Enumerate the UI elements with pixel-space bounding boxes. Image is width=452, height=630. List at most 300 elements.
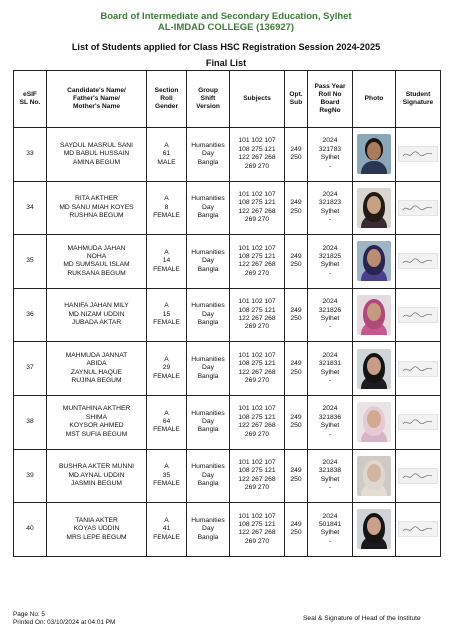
opt-line: 250 xyxy=(290,475,302,483)
table-row xyxy=(14,503,441,557)
subjects-line: 108 275 121 xyxy=(238,145,276,153)
student-photo xyxy=(357,241,391,281)
student-signature xyxy=(398,361,438,377)
subjects-line: 122 267 268 xyxy=(238,315,276,323)
group-line: Humanities xyxy=(191,409,225,417)
signature-scribble xyxy=(401,524,435,534)
subjects-line: 108 275 121 xyxy=(238,253,276,261)
subjects-cell xyxy=(230,449,285,503)
student-photo xyxy=(357,188,391,228)
subjects-line: 122 267 268 xyxy=(238,475,276,483)
subjects-line: 108 275 121 xyxy=(238,467,276,475)
section-cell xyxy=(147,342,187,396)
col-header-opt xyxy=(285,71,308,128)
pass-line: 2024 xyxy=(322,405,338,413)
pass-line: 321783 xyxy=(318,145,342,153)
group-line: Bangla xyxy=(197,212,219,220)
group-cell xyxy=(187,128,230,182)
section-line: FEMALE xyxy=(153,533,180,541)
header-label-line: Signature xyxy=(402,99,434,106)
section-line: 15 xyxy=(162,310,171,318)
subjects-cell xyxy=(230,235,285,289)
photo-cell xyxy=(353,342,396,396)
table-row xyxy=(14,342,441,396)
section-line: 29 xyxy=(162,364,171,372)
section-line: A xyxy=(164,302,169,310)
subjects-line: 108 275 121 xyxy=(238,360,276,368)
name-line: MD SANU MIAH KOYES xyxy=(59,203,134,211)
pass-cell xyxy=(308,235,353,289)
opt-line: 249 xyxy=(290,413,302,421)
name-line: MUNTAHINA AKTHER xyxy=(62,405,131,413)
names-cell xyxy=(47,181,147,235)
subjects-cell xyxy=(230,395,285,449)
header-label-line: Gender xyxy=(154,103,179,110)
board-name: Board of Intermediate and Secondary Education, Sylhet xyxy=(100,11,352,22)
subjects-line: 122 267 268 xyxy=(238,368,276,376)
group-line: Bangla xyxy=(197,265,219,273)
photo-cell xyxy=(353,449,396,503)
name-line: MD SUMSAUL ISLAM xyxy=(63,261,130,269)
photo-cell xyxy=(353,128,396,182)
name-line: RUKSANA BEGUM xyxy=(67,269,126,277)
name-line: SHIMA xyxy=(85,413,108,421)
group-line: Humanities xyxy=(191,248,225,256)
group-cell xyxy=(187,288,230,342)
pass-line: Sylhet xyxy=(320,475,340,483)
header-label-line: Shift xyxy=(200,95,216,102)
names-cell xyxy=(47,342,147,396)
subjects-line: 269 270 xyxy=(244,430,270,438)
opt-cell xyxy=(285,288,308,342)
student-signature xyxy=(398,200,438,216)
photo-cell xyxy=(353,503,396,557)
pass-line: Sylhet xyxy=(320,154,340,162)
sl-cell: 38 xyxy=(14,395,47,449)
opt-line: 249 xyxy=(290,199,302,207)
pass-line: 2024 xyxy=(322,298,338,306)
opt-line: 250 xyxy=(290,422,302,430)
name-line: KOYAS UDDIN xyxy=(73,525,120,533)
student-signature xyxy=(398,146,438,162)
group-cell xyxy=(187,449,230,503)
sl-cell: 37 xyxy=(14,342,47,396)
header-label-line: Photo xyxy=(364,95,384,102)
col-header-names xyxy=(47,71,147,128)
pass-line: 2024 xyxy=(322,244,338,252)
header-label-line: Student xyxy=(405,91,431,98)
table-body xyxy=(14,128,441,557)
pass-line: - xyxy=(328,162,332,170)
name-line: MST SUFIA BEGUM xyxy=(65,430,128,438)
section-cell xyxy=(147,288,187,342)
group-cell xyxy=(187,342,230,396)
table-row xyxy=(14,395,441,449)
pass-line: 2024 xyxy=(322,459,338,467)
pass-cell xyxy=(308,181,353,235)
header-label-line: Version xyxy=(196,103,220,110)
header-label-line: Pass Year xyxy=(314,83,346,90)
subjects-line: 122 267 268 xyxy=(238,207,276,215)
opt-line: 249 xyxy=(290,467,302,475)
sl-cell: 35 xyxy=(14,235,47,289)
pass-line: 501841 xyxy=(318,521,342,529)
table-row xyxy=(14,449,441,503)
student-signature xyxy=(398,414,438,430)
pass-line: Sylhet xyxy=(320,261,340,269)
names-cell xyxy=(47,395,147,449)
table-row xyxy=(14,128,441,182)
student-signature xyxy=(398,521,438,537)
section-line: 14 xyxy=(162,257,171,265)
photo-face xyxy=(367,464,381,482)
opt-cell xyxy=(285,395,308,449)
col-header-pass xyxy=(308,71,353,128)
subjects-line: 108 275 121 xyxy=(238,413,276,421)
signature-cell xyxy=(396,395,441,449)
subjects-line: 269 270 xyxy=(244,484,270,492)
section-line: 64 xyxy=(162,418,171,426)
header-label-line: Candidate's Name/ xyxy=(67,87,126,94)
seal-signature-label: Seal & Signature of Head of the Institute xyxy=(303,615,421,622)
name-line: RUSHNA BEGUM xyxy=(69,212,124,220)
student-photo xyxy=(357,134,391,174)
sl-cell: 36 xyxy=(14,288,47,342)
name-line: MD BABUL HUSSAIN xyxy=(63,150,130,158)
opt-cell xyxy=(285,342,308,396)
opt-line: 249 xyxy=(290,521,302,529)
signature-scribble xyxy=(401,471,435,481)
pass-line: 321823 xyxy=(318,199,342,207)
subjects-cell xyxy=(230,128,285,182)
group-line: Bangla xyxy=(197,533,219,541)
pass-line: - xyxy=(328,430,332,438)
pass-line: 321825 xyxy=(318,253,342,261)
pass-line: 321836 xyxy=(318,413,342,421)
group-line: Day xyxy=(202,471,214,479)
student-photo xyxy=(357,349,391,389)
pass-cell xyxy=(308,342,353,396)
name-line: JASMIN BEGUM xyxy=(71,480,122,488)
subjects-cell xyxy=(230,181,285,235)
opt-line: 250 xyxy=(290,261,302,269)
col-header-sl xyxy=(14,71,47,128)
group-line: Humanities xyxy=(191,195,225,203)
pass-line: Sylhet xyxy=(320,207,340,215)
pass-cell xyxy=(308,503,353,557)
students-table xyxy=(13,70,441,557)
group-line: Humanities xyxy=(191,356,225,364)
opt-cell xyxy=(285,181,308,235)
pass-cell xyxy=(308,128,353,182)
sl-cell: 34 xyxy=(14,181,47,235)
opt-line: 250 xyxy=(290,529,302,537)
page-number: Page No: 5 xyxy=(13,611,45,618)
group-cell xyxy=(187,181,230,235)
col-header-signature xyxy=(396,71,441,128)
photo-cell xyxy=(353,288,396,342)
opt-cell xyxy=(285,128,308,182)
sl-cell: 39 xyxy=(14,449,47,503)
subjects-line: 101 102 107 xyxy=(238,244,276,252)
pass-line: Sylhet xyxy=(320,422,340,430)
group-line: Bangla xyxy=(197,426,219,434)
subjects-line: 101 102 107 xyxy=(238,405,276,413)
pass-line: 321831 xyxy=(318,360,342,368)
list-type: Final List xyxy=(205,58,247,68)
student-photo xyxy=(357,402,391,442)
subjects-line: 108 275 121 xyxy=(238,521,276,529)
subjects-line: 101 102 107 xyxy=(238,137,276,145)
opt-line: 250 xyxy=(290,368,302,376)
photo-cell xyxy=(353,181,396,235)
header-label-line: Section xyxy=(154,87,179,94)
col-header-group xyxy=(187,71,230,128)
group-cell xyxy=(187,235,230,289)
signature-cell xyxy=(396,342,441,396)
signature-cell xyxy=(396,128,441,182)
subjects-line: 269 270 xyxy=(244,537,270,545)
section-line: 41 xyxy=(162,525,171,533)
signature-scribble xyxy=(401,310,435,320)
pass-line: Sylhet xyxy=(320,315,340,323)
name-line: ZAYNUL HAQUE xyxy=(70,368,123,376)
section-line: 35 xyxy=(162,471,171,479)
pass-line: 321838 xyxy=(318,467,342,475)
table-row xyxy=(14,181,441,235)
signature-cell xyxy=(396,503,441,557)
name-line: MRS LEPE BEGUM xyxy=(66,533,127,541)
pass-line: - xyxy=(328,377,332,385)
photo-cell xyxy=(353,235,396,289)
col-header-section xyxy=(147,71,187,128)
group-line: Day xyxy=(202,203,214,211)
signature-cell xyxy=(396,288,441,342)
student-signature xyxy=(398,307,438,323)
pass-line: 2024 xyxy=(322,351,338,359)
photo-shoulders xyxy=(361,161,387,174)
name-line: BUSHRA AKTER MUNNI xyxy=(58,463,135,471)
sl-cell: 40 xyxy=(14,503,47,557)
group-line: Day xyxy=(202,364,214,372)
group-line: Humanities xyxy=(191,516,225,524)
pass-line: - xyxy=(328,323,332,331)
name-line: RITA AKTHER xyxy=(75,195,118,203)
name-line: AMINA BEGUM xyxy=(72,158,121,166)
section-line: A xyxy=(164,409,169,417)
subjects-line: 269 270 xyxy=(244,216,270,224)
table-row xyxy=(14,235,441,289)
photo-face xyxy=(367,357,381,375)
header-label-line: SL No. xyxy=(19,99,41,106)
subjects-line: 108 275 121 xyxy=(238,306,276,314)
section-line: A xyxy=(164,356,169,364)
section-line: A xyxy=(164,463,169,471)
header-label-line: Board xyxy=(320,99,340,106)
pass-line: 2024 xyxy=(322,512,338,520)
subjects-line: 269 270 xyxy=(244,323,270,331)
pass-line: 2024 xyxy=(322,137,338,145)
college-name: AL-IMDAD COLLEGE (136927) xyxy=(157,22,295,33)
group-line: Bangla xyxy=(197,158,219,166)
signature-scribble xyxy=(401,203,435,213)
list-title: List of Students applied for Class HSC Registration Session 2024-2025 xyxy=(71,42,381,52)
section-line: A xyxy=(164,195,169,203)
name-line: NOHA xyxy=(86,253,107,261)
subjects-line: 122 267 268 xyxy=(238,261,276,269)
subjects-cell xyxy=(230,342,285,396)
student-signature xyxy=(398,468,438,484)
opt-line: 249 xyxy=(290,145,302,153)
header-label-line: Opt. xyxy=(289,91,303,98)
names-cell xyxy=(47,235,147,289)
pass-cell xyxy=(308,449,353,503)
name-line: TANIA AKTER xyxy=(75,516,118,524)
student-signature xyxy=(398,253,438,269)
subjects-line: 269 270 xyxy=(244,377,270,385)
section-cell xyxy=(147,235,187,289)
pass-line: - xyxy=(328,484,332,492)
opt-line: 249 xyxy=(290,306,302,314)
subjects-line: 101 102 107 xyxy=(238,351,276,359)
group-line: Day xyxy=(202,310,214,318)
section-line: FEMALE xyxy=(153,265,180,273)
section-line: FEMALE xyxy=(153,480,180,488)
group-line: Day xyxy=(202,257,214,265)
section-line: 61 xyxy=(162,150,171,158)
names-cell xyxy=(47,128,147,182)
section-line: FEMALE xyxy=(153,426,180,434)
section-cell xyxy=(147,181,187,235)
signature-scribble xyxy=(401,417,435,427)
opt-line: 250 xyxy=(290,154,302,162)
header-label-line: Sub xyxy=(289,99,303,106)
section-cell xyxy=(147,503,187,557)
header-label-line: Subjects xyxy=(243,95,271,102)
section-line: A xyxy=(164,516,169,524)
group-line: Bangla xyxy=(197,372,219,380)
signature-cell xyxy=(396,449,441,503)
signature-scribble xyxy=(401,256,435,266)
pass-line: 2024 xyxy=(322,191,338,199)
student-photo xyxy=(357,295,391,335)
pass-line: Sylhet xyxy=(320,529,340,537)
pass-cell xyxy=(308,288,353,342)
header-label-line: Roll xyxy=(160,95,173,102)
group-cell xyxy=(187,503,230,557)
pass-line: - xyxy=(328,216,332,224)
name-line: MAHMUDA JANNAT xyxy=(65,351,128,359)
printed-on: Printed On: 03/10/2024 at 04:01 PM xyxy=(13,619,116,626)
name-line: MD AYNAL UDDIN xyxy=(68,471,125,479)
group-line: Day xyxy=(202,418,214,426)
name-line: MAHMUDA JAHAN xyxy=(67,244,126,252)
signature-cell xyxy=(396,181,441,235)
opt-line: 249 xyxy=(290,360,302,368)
section-cell xyxy=(147,128,187,182)
pass-cell xyxy=(308,395,353,449)
name-line: ABIDA xyxy=(86,360,107,368)
name-line: SAYDUL MASRUL SANI xyxy=(60,141,133,149)
group-line: Day xyxy=(202,150,214,158)
section-cell xyxy=(147,449,187,503)
opt-cell xyxy=(285,449,308,503)
photo-face xyxy=(367,303,381,321)
section-line: FEMALE xyxy=(153,372,180,380)
header-label-line: Father's Name/ xyxy=(72,95,120,102)
group-line: Day xyxy=(202,525,214,533)
name-line: RUJINA BEGUM xyxy=(71,377,122,385)
signature-scribble xyxy=(401,364,435,374)
student-photo xyxy=(357,456,391,496)
table-row xyxy=(14,288,441,342)
col-header-photo xyxy=(353,71,396,128)
opt-line: 250 xyxy=(290,207,302,215)
table-header-row xyxy=(14,71,441,128)
subjects-line: 122 267 268 xyxy=(238,529,276,537)
subjects-line: 101 102 107 xyxy=(238,459,276,467)
name-line: KOYSOR AHMED xyxy=(69,422,124,430)
opt-cell xyxy=(285,503,308,557)
sl-cell: 33 xyxy=(14,128,47,182)
subjects-line: 269 270 xyxy=(244,162,270,170)
name-line: HANIFA JAHAN MILY xyxy=(64,302,129,310)
opt-line: 249 xyxy=(290,253,302,261)
name-line: JUBADA AKTAR xyxy=(71,319,122,327)
pass-line: Sylhet xyxy=(320,368,340,376)
subjects-line: 269 270 xyxy=(244,269,270,277)
names-cell xyxy=(47,503,147,557)
header-label-line: Group xyxy=(198,87,218,94)
subjects-cell xyxy=(230,503,285,557)
subjects-line: 108 275 121 xyxy=(238,199,276,207)
subjects-cell xyxy=(230,288,285,342)
photo-cell xyxy=(353,395,396,449)
subjects-line: 122 267 268 xyxy=(238,422,276,430)
group-line: Bangla xyxy=(197,319,219,327)
header-label-line: eSIF xyxy=(23,91,37,98)
group-line: Bangla xyxy=(197,480,219,488)
subjects-line: 101 102 107 xyxy=(238,298,276,306)
section-line: A xyxy=(164,141,169,149)
subjects-line: 122 267 268 xyxy=(238,154,276,162)
section-line: FEMALE xyxy=(153,319,180,327)
pass-line: - xyxy=(328,269,332,277)
subjects-line: 101 102 107 xyxy=(238,191,276,199)
section-line: FEMALE xyxy=(153,212,180,220)
subjects-line: 101 102 107 xyxy=(238,512,276,520)
group-line: Humanities xyxy=(191,302,225,310)
opt-line: 250 xyxy=(290,315,302,323)
section-cell xyxy=(147,395,187,449)
signature-scribble xyxy=(401,149,435,159)
pass-line: - xyxy=(328,537,332,545)
section-line: A xyxy=(164,248,169,256)
header-label-line: RegNo xyxy=(319,107,341,114)
signature-cell xyxy=(396,235,441,289)
section-line: 8 xyxy=(164,203,169,211)
pass-line: 321826 xyxy=(318,306,342,314)
student-photo xyxy=(357,509,391,549)
group-line: Humanities xyxy=(191,463,225,471)
opt-cell xyxy=(285,235,308,289)
names-cell xyxy=(47,288,147,342)
name-line: MD NIZAM UDDIN xyxy=(68,310,125,318)
group-cell xyxy=(187,395,230,449)
group-line: Humanities xyxy=(191,141,225,149)
header-label-line: Mother's Name xyxy=(72,103,120,110)
section-line: MALE xyxy=(157,158,176,166)
